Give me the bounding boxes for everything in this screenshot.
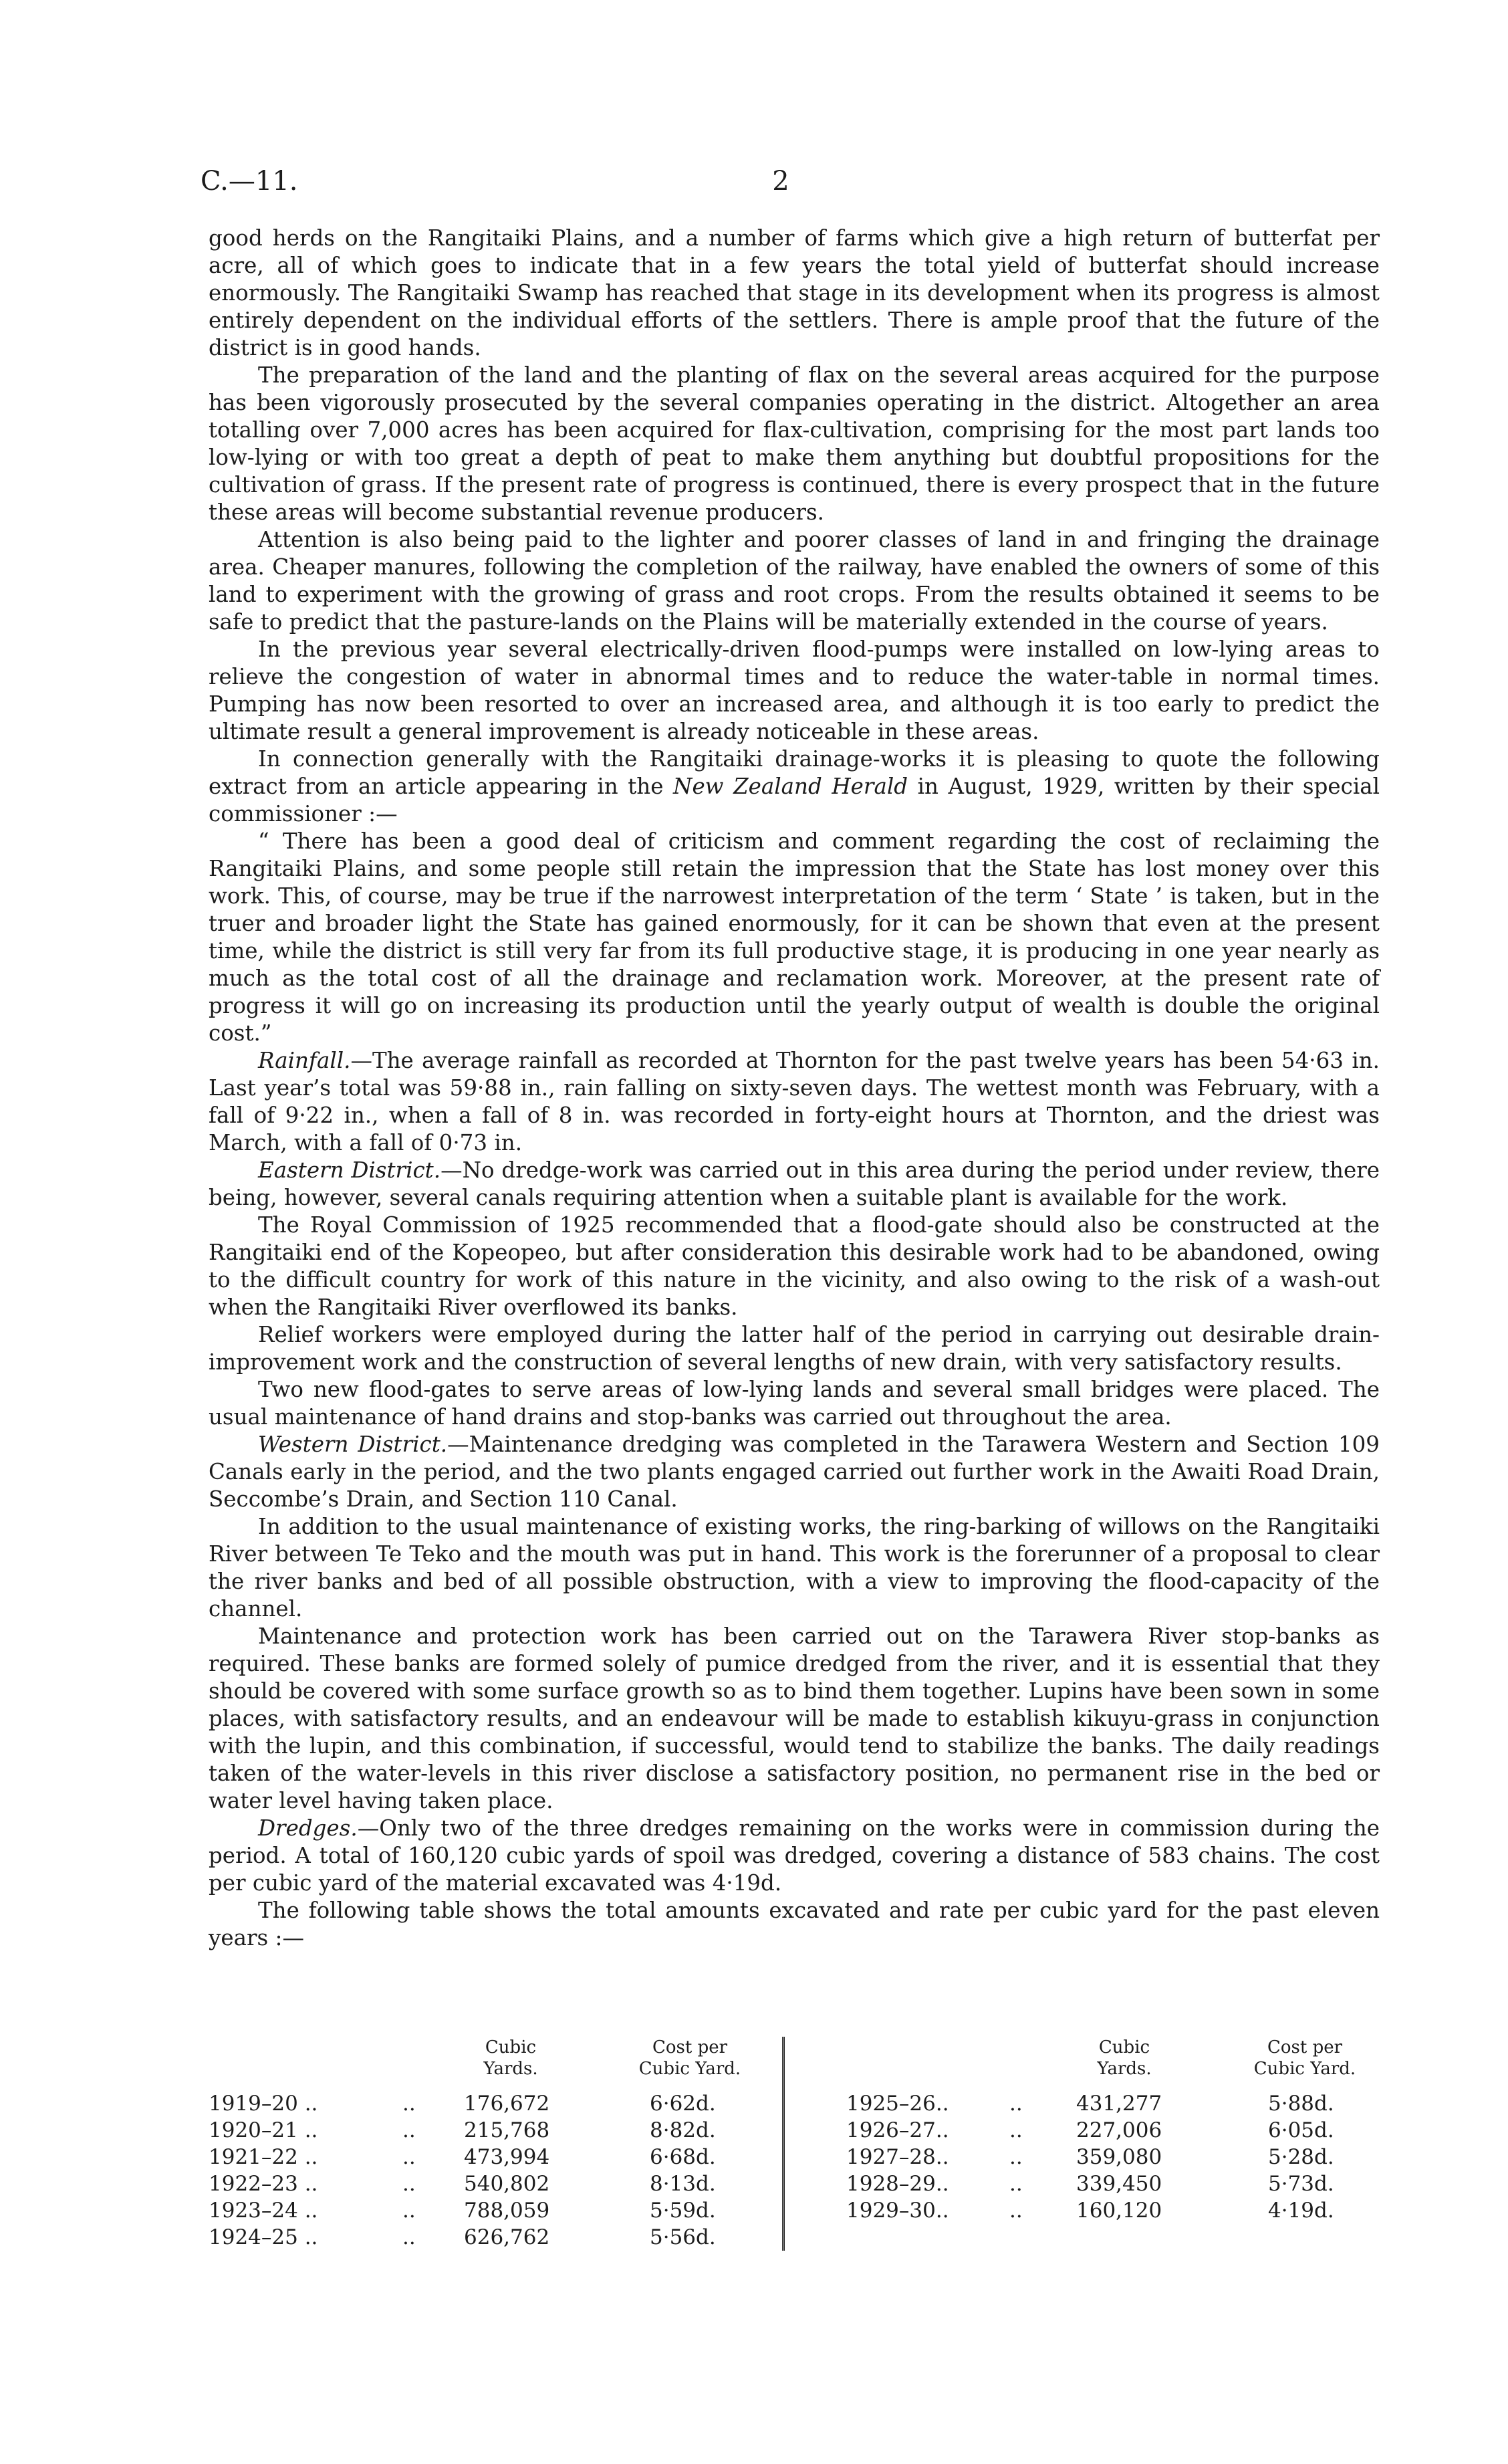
newspaper-title: New Zealand Herald bbox=[673, 774, 908, 799]
paragraph: Western District.—Maintenance dredging was completed in the Tarawera Western and Section 109 Canals early in the period, and the two plants engaged carried out further work in the Awaiti Road Drain, Seccombe’s Drain, and Section 110 Canal. bbox=[209, 1432, 1380, 1512]
paragraph: good herds on the Rangitaiki Plains, and a number of farms which give a high return of butterfat per acre, all of which goes to indicate that in a few years the total yield of butterfat should increase enormously. The Rangitaiki Swamp has reached that stage in its development when its progress is almost entirely dependent on the individual efforts of the settlers. There is ample proof that the future of the district is in good hands. bbox=[209, 225, 1380, 360]
table-row: 1922–23 .. .. 540,802 8·13d. bbox=[209, 2172, 716, 2196]
column-header-cost: Cost per Cubic Yard. bbox=[638, 2037, 741, 2079]
paragraph: Attention is also being paid to the lighter and poorer classes of land in and fringing the drainage area. Cheaper manures, following the completion of the railway, have enabled the owners of some of this land to experiment with the growing of grass and root crops. From the results obtained it seems to be safe to predict that the pasture-lands on the Plains will be materially extended in the course of years. bbox=[209, 527, 1380, 635]
table-left-half bbox=[209, 2037, 783, 2251]
page-header bbox=[0, 166, 1508, 206]
paragraph: Relief workers were employed during the latter half of the period in carrying out desirable drain-improvement work and the construction of several lengths of new drain, with very satisfactory results. bbox=[209, 1322, 1380, 1375]
body-text bbox=[209, 225, 1380, 1952]
table-row: 1921–22 .. .. 473,994 6·68d. bbox=[209, 2145, 716, 2169]
table-row: 1929–30.. .. 160,120 4·19d. bbox=[846, 2199, 1334, 2223]
table-right-half bbox=[797, 2037, 1380, 2251]
paragraph: The preparation of the land and the planting of flax on the several areas acquired for the purpose has been vigorously prosecuted by the several companies operating in the district. Altogether an area totalling over 7,000 acres has been acquired for flax-cultivation, comprising for the most part lands too low-lying or with too great a depth of peat to make them anything but doubtful propositions for the cultivation of grass. If the present rate of progress is continued, there is every prospect that in the future these areas will become substantial revenue producers. bbox=[209, 362, 1380, 525]
paragraph: In the previous year several electrically-driven flood-pumps were installed on low-lying areas to relieve the congestion of water in abnormal times and to reduce the water-table in normal times. Pumping has now been resorted to over an increased area, and although it is too early to predict the ultimate result a general improvement is already noticeable in these areas. bbox=[209, 637, 1380, 744]
paragraph: In connection generally with the Rangitaiki drainage-works it is pleasing to quote the following extract from an article appearing in the New Zealand Herald in August, 1929, written by their special commissioner :— bbox=[209, 746, 1380, 826]
column-header-cubic-yards: Cubic Yards. bbox=[483, 2037, 538, 2079]
table-row: 1923–24 .. .. 788,059 5·59d. bbox=[209, 2199, 716, 2223]
dredging-table bbox=[209, 2037, 1380, 2251]
table-row: 1924–25 .. .. 626,762 5·56d. bbox=[209, 2225, 716, 2249]
page-number: 2 bbox=[772, 166, 789, 197]
quotation-paragraph: “ There has been a good deal of criticism and comment regarding the cost of reclaiming the Rangitaiki Plains, and some people still retain the impression that the State has lost money over this work. This, of course, may be true if the narrowest interpretation of the term ‘ State ’ is taken, but in the truer and broader light the State has gained enormously, for it can be shown that even at the present time, while the district is still very far from its full productive stage, it is producing in one year nearly as much as the total cost of all the drainage and reclamation work. Moreover, at the present rate of progress it will go on increasing its production until the yearly output of wealth is double the original cost.” bbox=[209, 828, 1380, 1046]
section-heading: Dredges. bbox=[258, 1815, 358, 1841]
paragraph: Eastern District.—No dredge-work was carried out in this area during the period under review, there being, however, several canals requiring attention when a suitable plant is available for the work. bbox=[209, 1157, 1380, 1210]
table-row: 1926–27.. .. 227,006 6·05d. bbox=[846, 2118, 1334, 2142]
table-row: 1919–20 .. .. 176,672 6·62d. bbox=[209, 2092, 716, 2116]
table-row: 1920–21 .. .. 215,768 8·82d. bbox=[209, 2118, 716, 2142]
paragraph: Two new flood-gates to serve areas of low-lying lands and several small bridges were placed. The usual maintenance of hand drains and stop-banks was carried out throughout the area. bbox=[209, 1377, 1380, 1430]
paragraph: Maintenance and protection work has been carried out on the Tarawera River stop-banks as required. These banks are formed solely of pumice dredged from the river, and it is essential that they should be covered with some surface growth so as to bind them together. Lupins have been sown in some places, with satisfactory results, and an endeavour will be made to establish kikuyu-grass in conjunction with the lupin, and this combination, if successful, would tend to stabilize the banks. The daily readings taken of the water-levels in this river disclose a satisfactory position, no permanent rise in the bed or water level having taken place. bbox=[209, 1623, 1380, 1813]
paragraph: The following table shows the total amounts excavated and rate per cubic yard for the past eleven years :— bbox=[209, 1898, 1380, 1950]
table-row: 1928–29.. .. 339,450 5·73d. bbox=[846, 2172, 1334, 2196]
paragraph: Rainfall.—The average rainfall as recorded at Thornton for the past twelve years has been 54·63 in. Last year’s total was 59·88 in., rain falling on sixty-seven days. The wettest month was February, with a fall of 9·22 in., when a fall of 8 in. was recorded in forty-eight hours at Thornton, and the driest was March, with a fall of 0·73 in. bbox=[209, 1048, 1380, 1155]
table-row: 1925–26.. .. 431,277 5·88d. bbox=[846, 2092, 1334, 2116]
section-heading: Western District. bbox=[258, 1432, 448, 1457]
document-reference: C.—11. bbox=[201, 166, 298, 197]
column-header-cost: Cost per Cubic Yard. bbox=[1253, 2037, 1356, 2079]
paragraph: In addition to the usual maintenance of existing works, the ring-barking of willows on the Rangitaiki River between Te Teko and the mouth was put in hand. This work is the forerunner of a proposal to clear the river banks and bed of all possible obstruction, with a view to improving the flood-capacity of the channel. bbox=[209, 1514, 1380, 1621]
paragraph: The Royal Commission of 1925 recommended that a flood-gate should also be constructed at the Rangitaiki end of the Kopeopeo, but after consideration this desirable work had to be abandoned, owing to the difficult country for work of this nature in the vicinity, and also owing to the risk of a wash-out when the Rangitaiki River overflowed its banks. bbox=[209, 1212, 1380, 1320]
section-heading: Eastern District. bbox=[258, 1157, 441, 1183]
column-header-cubic-yards: Cubic Yards. bbox=[1097, 2037, 1152, 2079]
table-row: 1927–28.. .. 359,080 5·28d. bbox=[846, 2145, 1334, 2169]
paragraph: Dredges.—Only two of the three dredges remaining on the works were in commission during the period. A total of 160,120 cubic yards of spoil was dredged, covering a distance of 583 chains. The cost per cubic yard of the material excavated was 4·19d. bbox=[209, 1815, 1380, 1896]
table-divider bbox=[782, 2037, 785, 2251]
section-heading: Rainfall. bbox=[258, 1048, 351, 1073]
